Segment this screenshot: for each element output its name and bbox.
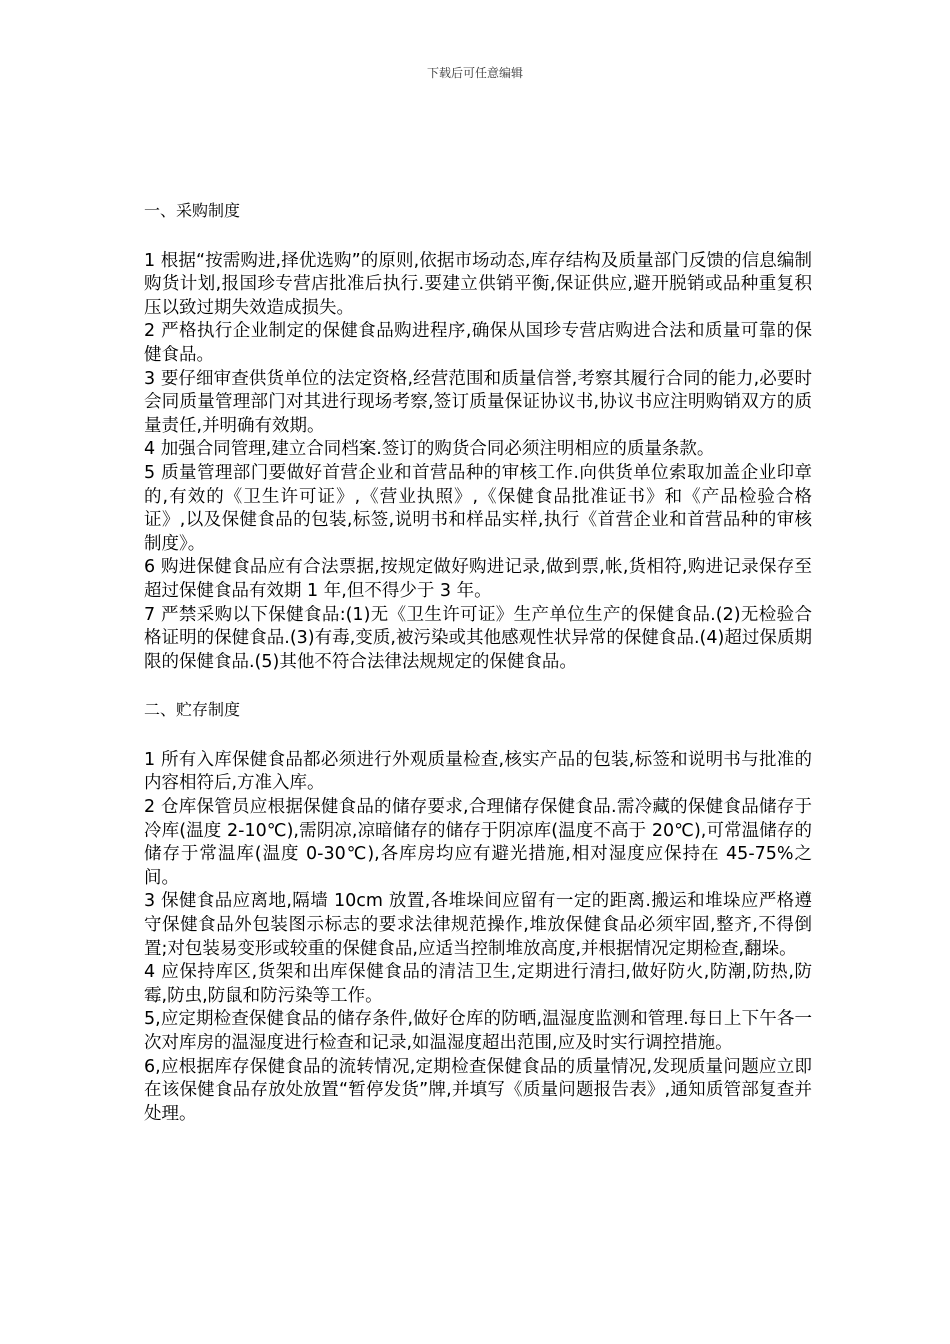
purchase-item-5: 5 质量管理部门要做好首营企业和首营品种的审核工作.向供货单位索取加盖企业印章的,有效的《卫生许可证》,《营业执照》,《保健食品批准证书》和《产品检验合格证》,以及保健食品的包装,标签,说明书和样品实样,执行《首营企业和首营品种的审核制度》。	[144, 462, 812, 554]
purchase-item-7: 7 严禁采购以下保健食品:(1)无《卫生许可证》生产单位生产的保健食品.(2)无检验合格证明的保健食品.(3)有毒,变质,被污染或其他感观性状异常的保健食品.(4)超过保质期限的保健食品.(5)其他不符合法律法规规定的保健食品。	[144, 604, 812, 672]
purchase-item-3: 3 要仔细审查供货单位的法定资格,经营范围和质量信誉,考察其履行合同的能力,必要时会同质量管理部门对其进行现场考察,签订质量保证协议书,协议书应注明购销双方的质量责任,并明确有效期。	[144, 368, 812, 436]
storage-item-4: 4 应保持库区,货架和出库保健食品的清洁卫生,定期进行清扫,做好防火,防潮,防热,防霉,防虫,防鼠和防污染等工作。	[144, 962, 812, 1006]
storage-item-6: 6,应根据库存保健食品的流转情况,定期检查保健食品的质量情况,发现质量问题应立即在该保健食品存放处放置“暂停发货”牌,并填写《质量问题报告表》,通知质管部复查并处理。	[144, 1056, 812, 1124]
purchase-item-4: 4 加强合同管理,建立合同档案.签订的购货合同必须注明相应的质量条款。	[144, 439, 715, 460]
storage-item-5: 5,应定期检查保健食品的储存条件,做好仓库的防晒,温湿度监测和管理.每日上下午各一次对库房的温湿度进行检查和记录,如温湿度超出范围,应及时实行调控措施。	[144, 1009, 812, 1053]
page-header: 下载后可任意编辑	[426, 66, 523, 80]
storage-item-1: 1 所有入库保健食品都必须进行外观质量检查,核实产品的包装,标签和说明书与批准的内容相符后,方准入库。	[144, 749, 812, 794]
purchase-item-2: 2 严格执行企业制定的保健食品购进程序,确保从国珍专营店购进合法和质量可靠的保健食品。	[144, 321, 812, 365]
purchase-item-1: 1 根据“按需购进,择优选购”的原则,依据市场动态,库存结构及质量部门反馈的信息编制购货计划,报国珍专营店批准后执行.要建立供销平衡,保证供应,避开脱销或品种重复积压以致过期失效造成损失。	[144, 250, 812, 318]
purchase-item-6: 6 购进保健食品应有合法票据,按规定做好购进记录,做到票,帐,货相符,购进记录保存至超过保健食品有效期 1 年,但不得少于 3 年。	[144, 557, 812, 601]
storage-item-2: 2 仓库保管员应根据保健食品的储存要求,合理储存保健食品.需冷藏的保健食品储存于冷库(温度 2-10℃),需阴凉,凉暗储存的储存于阴凉库(温度不高于 20℃),可常温储存的储存于常温库(温度 0-30℃),各库房均应有避光措施,相对湿度应保持在 45-75%之间。	[144, 797, 812, 888]
section-title-purchase: 一、采购制度	[144, 201, 241, 220]
section-title-storage: 二、贮存制度	[144, 700, 241, 720]
document-body	[144, 199, 812, 1126]
storage-item-3: 3 保健食品应离地,隔墙 10cm 放置,各堆垛间应留有一定的距离.搬运和堆垛应严格遵守保健食品外包装图示标志的要求法律规范操作,堆放保健食品必须牢固,整齐,不得倒置;对包装易变形或较重的保健食品,应适当控制堆放高度,并根据情况定期检查,翻垛。	[144, 891, 812, 959]
